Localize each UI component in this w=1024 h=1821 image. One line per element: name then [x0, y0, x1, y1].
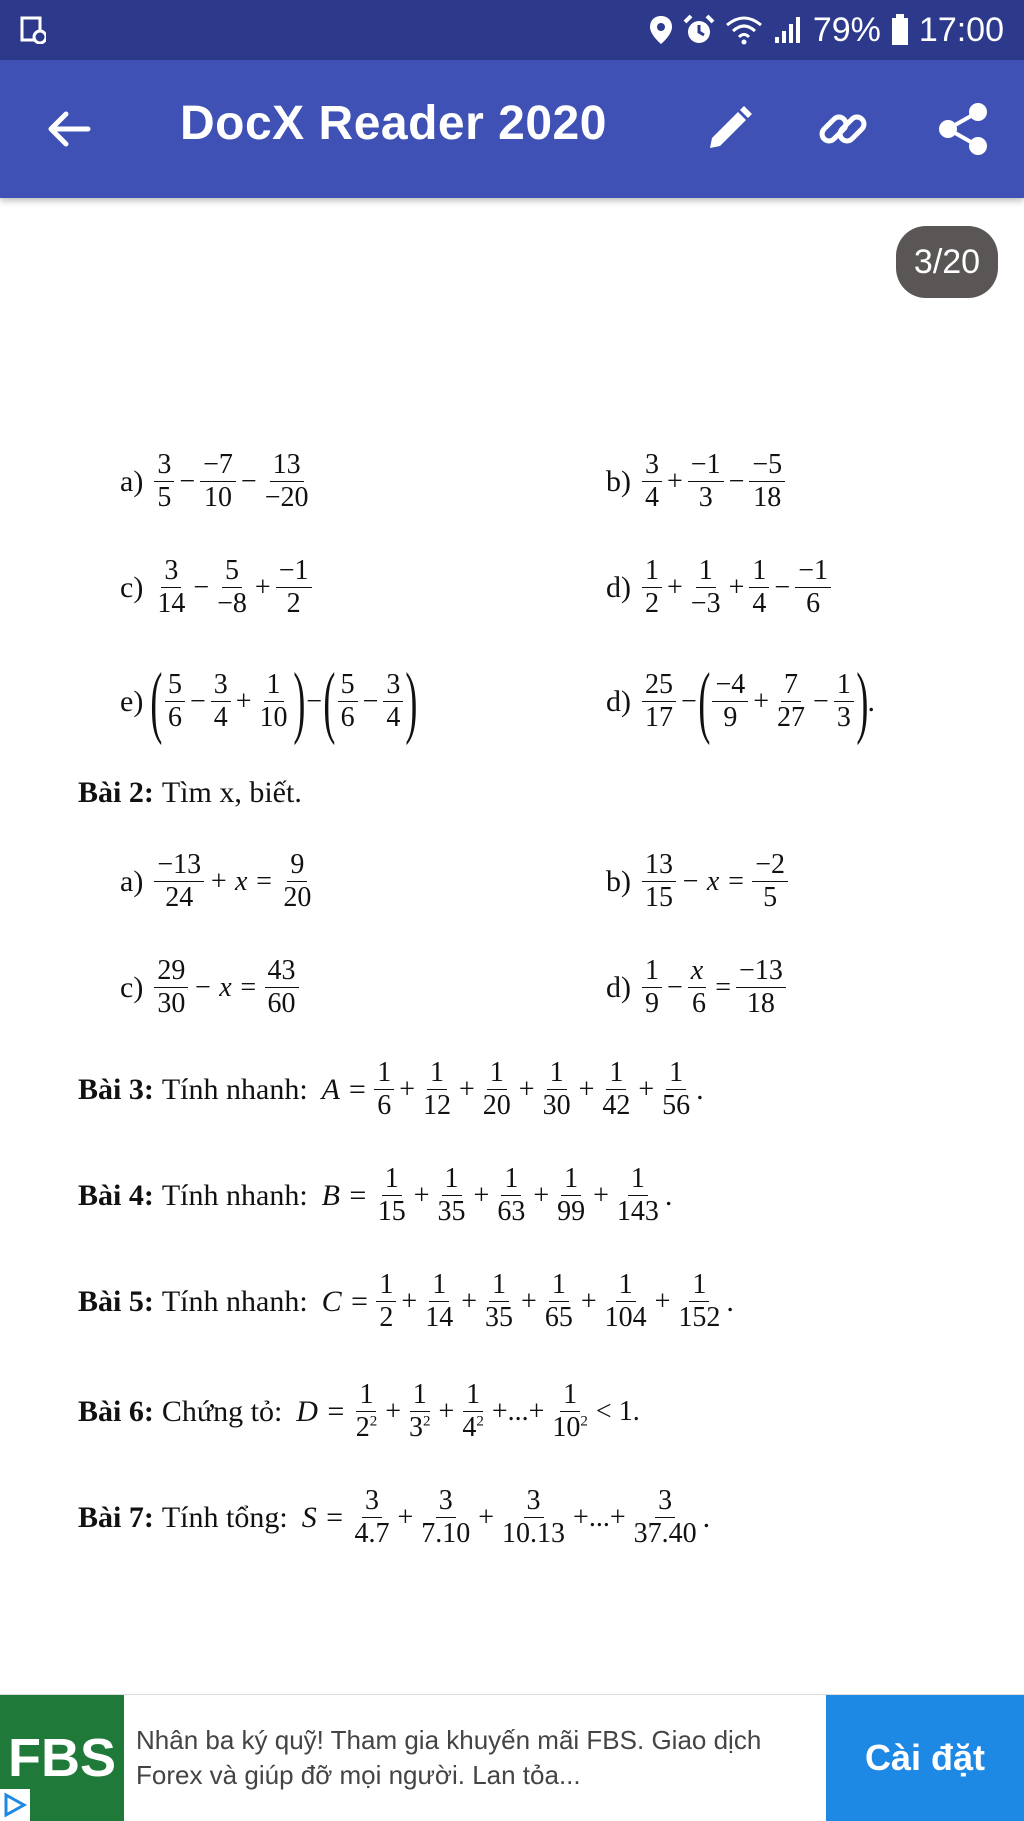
ad-text[interactable]: Nhân ba ký quỹ! Tham gia khuyến mãi FBS. Giao dịch Forex và giúp đỡ mọi người. Lan tỏa... — [136, 1725, 762, 1791]
ad-choices-icon[interactable] — [0, 1789, 30, 1821]
ex1-item: d) $\frac{25}{17}$ − ( $\frac{-4}{9}$ + $\frac{7}{27}$ − $\frac{1}{3}$ ) . — [606, 658, 875, 746]
exercise-heading: Bài 7: Tính tổng: S = $\frac{3}{4.7}$ + $\frac{3}{7.10}$ + $\frac{3}{10.13}$ +...+ $\frac{3}{37.40}$ . — [78, 1485, 711, 1549]
ad-logo[interactable]: FBS — [0, 1695, 124, 1821]
exercise-heading: Bài 3: Tính nhanh: A = $\frac{1}{6}$ + $\frac{1}{12}$ + $\frac{1}{20}$ + $\frac{1}{30}$ + $\frac{1}{42}$ + $\frac{1}{56}$ . — [78, 1057, 704, 1121]
back-arrow-icon[interactable] — [44, 104, 94, 154]
exercise-heading: Bài 4: Tính nhanh: B = $\frac{1}{15}$ + $\frac{1}{35}$ + $\frac{1}{63}$ + $\frac{1}{99}$ + $\frac{1}{143}$ . — [78, 1163, 673, 1227]
app-bar — [0, 60, 1024, 198]
ad-install-button[interactable]: Cài đặt — [826, 1695, 1024, 1821]
document-page[interactable] — [0, 300, 1024, 1690]
battery-icon — [891, 14, 909, 46]
exercise-heading: Bài 2: Tìm x, biết. — [78, 776, 302, 809]
screenshot-icon — [20, 16, 46, 44]
wifi-icon — [725, 15, 763, 45]
ex2-item: a) $\frac{-13}{24}$ + x = $\frac{9}{20}$ — [120, 849, 312, 913]
exercise-heading: Bài 5: Tính nhanh: C = $\frac{1}{2}$ + $\frac{1}{14}$ + $\frac{1}{35}$ + $\frac{1}{65}$ + $\frac{1}{104}$ + $\frac{1}{152}$ . — [78, 1269, 734, 1333]
exercise-heading: Bài 6: Chứng tỏ: D = $\frac{1}{2^2}$ + $\frac{1}{3^2}$ + $\frac{1}{4^2}$ +...+ $\frac{1}{10^2}$ < 1. — [78, 1379, 640, 1443]
link-icon[interactable] — [814, 100, 872, 158]
battery-percent: 79% — [812, 10, 881, 49]
ex1-item: a) $\frac{3}{5}$ − $\frac{-7}{10}$ − $\frac{13}{-20}$ — [120, 449, 309, 513]
ex2-item: d) $\frac{1}{9}$ − $\frac{x}{6}$ = $\frac{-13}{18}$ — [606, 956, 789, 1020]
ad-banner[interactable] — [0, 1694, 1024, 1821]
status-bar — [0, 0, 1024, 60]
ex1-item: e) ( $\frac{5}{6}$ − $\frac{3}{4}$ + $\frac{1}{10}$ ) − ( $\frac{5}{6}$ − $\frac{3}{4}$ ) — [120, 658, 418, 746]
signal-icon — [773, 15, 803, 45]
clock-time: 17:00 — [918, 10, 1004, 49]
ex2-item: c) $\frac{29}{30}$ − x = $\frac{43}{60}$ — [120, 956, 302, 1020]
ex1-item: b) $\frac{3}{4}$ + $\frac{-1}{3}$ − $\frac{-5}{18}$ — [606, 450, 788, 514]
page-indicator: 3/20 — [896, 226, 998, 298]
share-icon[interactable] — [934, 100, 992, 158]
edit-pencil-icon[interactable] — [700, 100, 758, 158]
ex2-item: b) $\frac{13}{15}$ − x = $\frac{-2}{5}$ — [606, 850, 791, 914]
location-icon — [649, 15, 673, 45]
ex1-item: d) $\frac{1}{2}$ + $\frac{1}{-3}$ + $\frac{1}{4}$ − $\frac{-1}{6}$ — [606, 556, 834, 620]
app-title: DocX Reader 2020 — [180, 97, 607, 150]
alarm-icon — [683, 14, 715, 46]
ex1-item: c) $\frac{3}{14}$ − $\frac{5}{-8}$ + $\frac{-1}{2}$ — [120, 556, 315, 620]
